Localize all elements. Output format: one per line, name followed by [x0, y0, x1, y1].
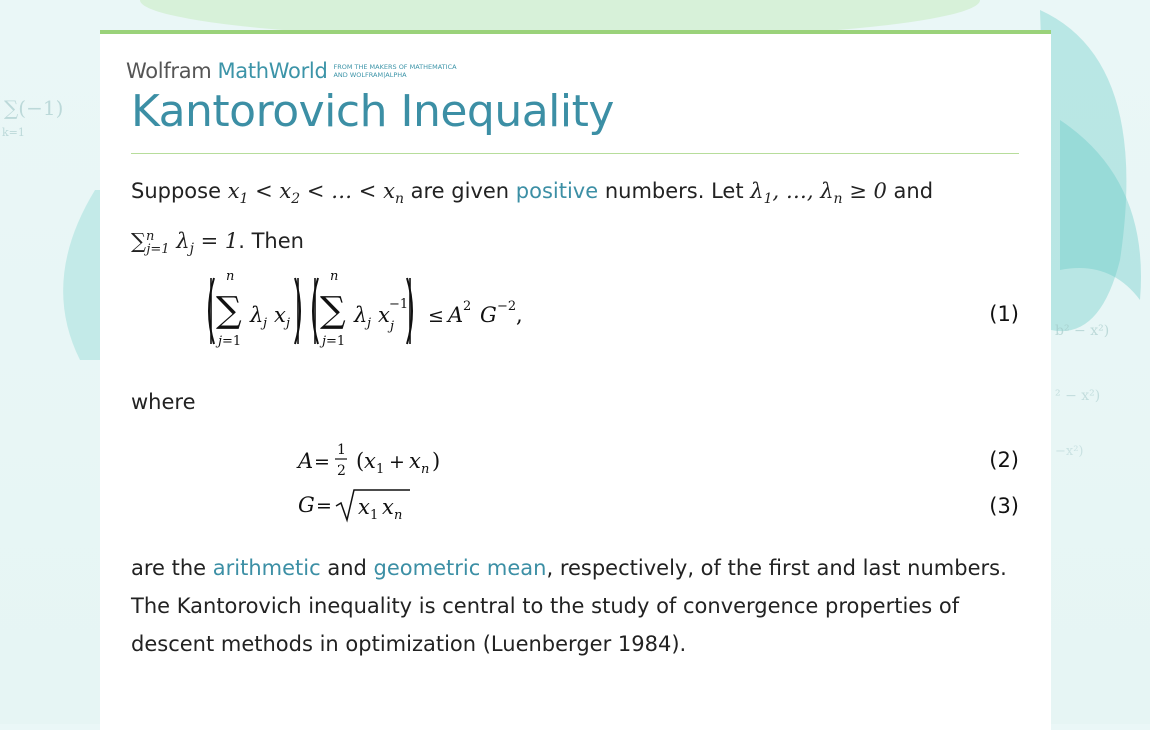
svg-text:=: =: [314, 451, 330, 473]
intro-text-5: . Then: [238, 229, 304, 254]
svg-text:(: (: [356, 449, 365, 473]
svg-text:x: x: [409, 449, 421, 473]
svg-text:2: 2: [463, 299, 472, 314]
svg-text:∑: ∑: [320, 290, 346, 331]
intro-paragraph: [131, 172, 1019, 269]
svg-text:−2: −2: [497, 299, 517, 314]
math-inline-lambda-sum: ∑$^n_{j=1}$ $\lambda_j = 1$: [131, 229, 239, 258]
link-geometric-mean[interactable]: geometric mean: [373, 556, 547, 580]
svg-text:j: j: [390, 319, 395, 334]
intro-text-3: numbers. Let: [598, 179, 751, 203]
equation-2-number: (2): [989, 448, 1019, 472]
equation-1-number: (1): [989, 302, 1019, 326]
svg-text:n: n: [394, 508, 403, 523]
intro-text-4: and: [886, 179, 934, 203]
svg-text:j=1: j=1: [218, 334, 242, 349]
conclusion-text-1: are the: [131, 556, 213, 580]
math-inline-x-order: $x_1 < x_2$ < … < $x_n$: [227, 179, 404, 208]
svg-text:n: n: [421, 462, 430, 477]
svg-text:A: A: [298, 449, 314, 473]
brand-mathworld: MathWorld: [217, 59, 328, 83]
intro-text-2: are given: [403, 179, 516, 203]
svg-text:k=1: k=1: [2, 126, 25, 139]
svg-text:λ: λ: [250, 303, 264, 327]
svg-text:x: x: [382, 495, 394, 519]
svg-text:G: G: [480, 303, 497, 327]
svg-text:1: 1: [370, 508, 379, 523]
brand-tagline-line2: AND WOLFRAM|ALPHA: [333, 71, 407, 79]
brand-tagline: [333, 63, 456, 79]
content-card: [100, 30, 1051, 730]
equation-3-number: (3): [989, 494, 1019, 518]
title-divider: [131, 153, 1019, 154]
svg-text:x: x: [358, 495, 370, 519]
svg-text:≤: ≤: [428, 305, 444, 327]
brand-tagline-line1: FROM THE MAKERS OF MATHEMATICA: [333, 63, 457, 71]
svg-text:−1: −1: [389, 297, 409, 312]
conclusion-paragraph: [131, 549, 1019, 663]
svg-text:n: n: [330, 269, 339, 284]
equation-2: [296, 436, 456, 482]
svg-text:1: 1: [337, 442, 346, 458]
link-positive[interactable]: positive: [515, 179, 599, 203]
conclusion-text-3: , respectively, of the first and last numbers. The Kantorovich inequality is central to the study of convergence properties of descent methods in optimization (Luenberger 1984).: [131, 556, 1007, 656]
svg-text:j=1: j=1: [322, 334, 346, 349]
svg-text:1: 1: [376, 462, 385, 477]
svg-text:): ): [432, 449, 441, 473]
svg-text:=: =: [316, 495, 332, 517]
page-title: Kantorovich Inequality: [131, 86, 614, 137]
svg-text:+: +: [389, 451, 405, 473]
svg-text:G: G: [298, 493, 315, 517]
where-text: where: [131, 390, 196, 414]
svg-text:j: j: [286, 316, 291, 331]
svg-text:∑(−1): ∑(−1): [4, 96, 64, 120]
svg-text:n: n: [226, 269, 235, 284]
brand-logo[interactable]: [126, 58, 457, 84]
svg-text:,: ,: [516, 303, 523, 327]
svg-text:x: x: [378, 303, 390, 327]
svg-text:2: 2: [337, 463, 346, 479]
math-inline-lambdas: $\lambda_1$, …, $\lambda_n \ge 0$: [750, 179, 887, 208]
svg-text:x: x: [274, 303, 286, 327]
conclusion-text-2: and: [320, 556, 374, 580]
intro-text-1: Suppose: [131, 179, 228, 203]
svg-text:∑: ∑: [216, 290, 242, 331]
svg-text:j: j: [263, 316, 268, 331]
svg-text:−x²): −x²): [1055, 444, 1084, 459]
equation-3: [296, 484, 426, 528]
svg-text:x: x: [364, 449, 376, 473]
svg-text:² − x²): ² − x²): [1055, 388, 1101, 404]
svg-text:λ: λ: [354, 303, 368, 327]
equation-1: [200, 266, 540, 356]
svg-text:A: A: [448, 303, 464, 327]
link-arithmetic[interactable]: arithmetic: [212, 556, 321, 580]
svg-text:b² − x²): b² − x²): [1055, 323, 1110, 339]
brand-wolfram: Wolfram: [126, 59, 212, 83]
svg-text:j: j: [367, 316, 372, 331]
